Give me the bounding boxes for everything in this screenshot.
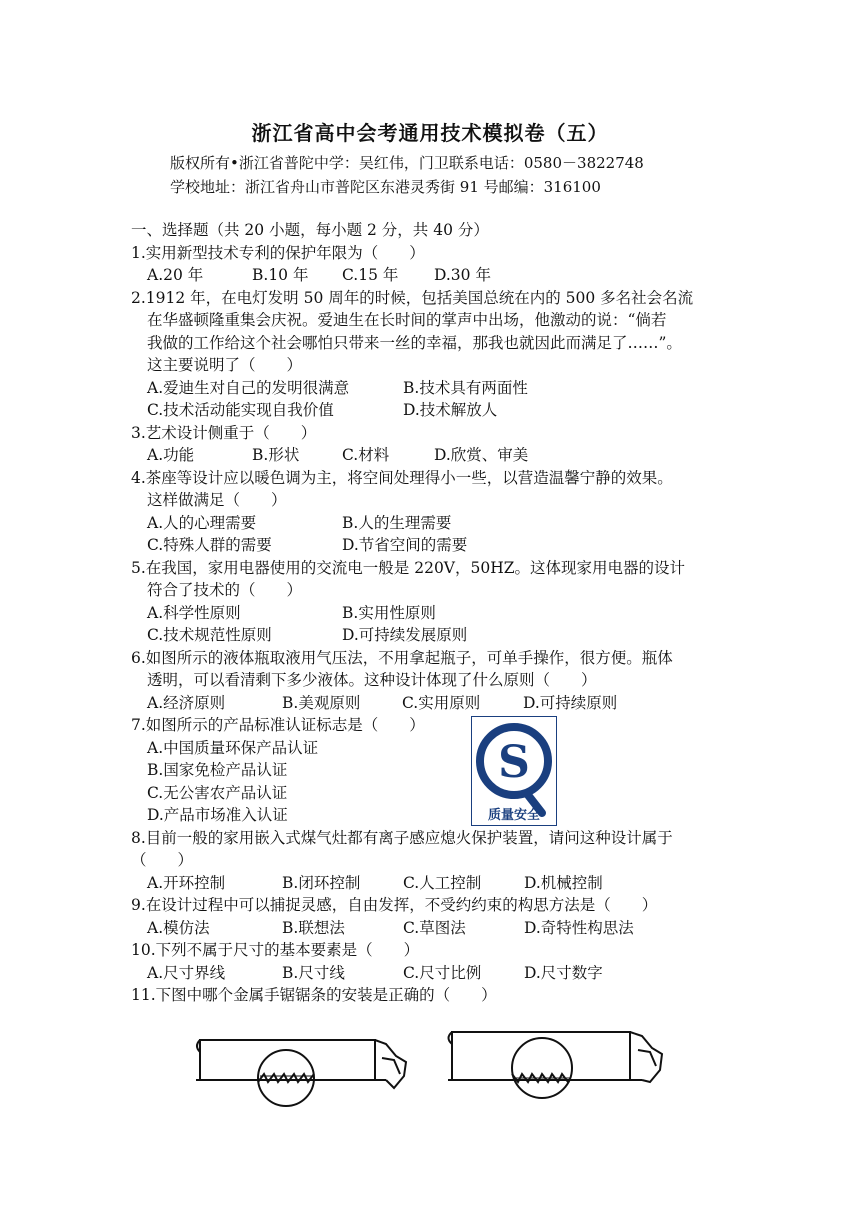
q10-stem: 10.下列不属于尺寸的基本要素是（ ）: [131, 941, 420, 959]
q4-option-a: A.人的心理需要: [147, 513, 257, 532]
question-body: [131, 219, 741, 1007]
q4-option-d: D.节省空间的需要: [342, 536, 468, 554]
q6-option-c: C.实用原则: [402, 693, 481, 712]
q1-option-a: A.20 年: [147, 266, 204, 284]
q1-option-b: B.10 年: [252, 266, 309, 284]
q2-stem-line1: 2.1912 年，在电灯发明 50 周年的时候，包括美国总统在内的 500 多名社会名流: [131, 288, 694, 307]
q1-stem: 1.实用新型技术专利的保护年限为（ ）: [131, 243, 425, 262]
q1-option-d: D.30 年: [434, 266, 491, 284]
q8-option-b: B.闭环控制: [282, 873, 361, 892]
q6-stem-line2: 透明，可以看清剩下多少液体。这种设计体现了什么原则（ ）: [147, 671, 597, 689]
q9-options: [131, 917, 741, 940]
q9-option-d: D.奇特性构思法: [524, 918, 634, 937]
q2-option-c: C.技术活动能实现自我价值: [147, 401, 334, 419]
q3-option-a: A.功能: [147, 446, 195, 464]
q5-option-a: A.科学性原则: [147, 603, 241, 622]
q5-stem-line1: 5.在我国，家用电器使用的交流电一般是 220V，50HZ。这体现家用电器的设计: [131, 558, 686, 577]
q2-stem-line4: 这主要说明了（ ）: [147, 356, 303, 374]
q3-option-d: D.欣赏、审美: [434, 446, 529, 464]
q1-options: [131, 264, 741, 287]
hacksaw-left: [196, 1040, 406, 1106]
q4-options-row2: [131, 534, 741, 557]
q2-stem-line2: 在华盛顿隆重集会庆祝。爱迪生在长时间的掌声中出场，他激动的说：“倘若: [147, 311, 667, 329]
q6-option-d: D.可持续原则: [523, 693, 618, 712]
svg-text:S: S: [498, 737, 530, 788]
q3-option-b: B.形状: [252, 446, 300, 464]
copyright-line: 版权所有•浙江省普陀中学：吴红伟，门卫联系电话：0580－3822748: [170, 154, 644, 172]
q1-option-c: C.15 年: [342, 266, 399, 284]
section-heading: 一、选择题（共 20 小题，每小题 2 分，共 40 分）: [131, 221, 489, 239]
q5-options-row1: [131, 602, 741, 625]
q2-option-a: A.爱迪生对自己的发明很满意: [147, 378, 350, 397]
qs-certification-logo: [471, 716, 557, 826]
q2-stem-line3: 我做的工作给这个社会哪怕只带来一丝的幸福，那我也就因此而满足了……”。: [147, 333, 682, 352]
q8-option-a: A.开环控制: [147, 873, 226, 892]
q8-option-d: D.机械控制: [524, 873, 603, 892]
q9-stem: 9.在设计过程中可以捕捉灵感，自由发挥，不受约约束的构思方法是（ ）: [131, 896, 658, 914]
q8-options: [131, 872, 741, 895]
q5-options-row2: [131, 624, 741, 647]
q7-option-a: A.中国质量环保产品认证: [147, 738, 319, 757]
q7-option-c: C.无公害农产品认证: [147, 783, 288, 802]
q10-options: [131, 962, 741, 985]
q6-option-b: B.美观原则: [282, 693, 361, 712]
q5-option-c: C.技术规范性原则: [147, 626, 272, 644]
q11-stem: 11.下图中哪个金属手锯锯条的安装是正确的（ ）: [131, 986, 497, 1004]
q9-option-b: B.联想法: [282, 918, 345, 937]
q5-option-d: D.可持续发展原则: [342, 626, 468, 644]
q2-option-b: B.技术具有两面性: [403, 378, 528, 397]
q6-option-a: A.经济原则: [147, 693, 226, 712]
q10-option-a: A.尺寸界线: [147, 963, 226, 982]
q2-options-row2: [131, 399, 741, 422]
q2-option-d: D.技术解放人: [403, 401, 498, 419]
q4-stem-line1: 4.茶座等设计应以暖色调为主，将空间处理得小一些，以营造温馨宁静的效果。: [131, 468, 673, 487]
q4-stem-line2: 这样做满足（ ）: [147, 491, 287, 509]
hacksaw-illustration: [190, 1018, 670, 1110]
q9-option-c: C.草图法: [403, 918, 466, 937]
q6-options: [131, 692, 741, 715]
q4-option-c: C.特殊人群的需要: [147, 536, 272, 554]
q3-options: [131, 444, 741, 467]
q5-option-b: B.实用性原则: [342, 603, 436, 622]
q7-option-b: B.国家免检产品认证: [147, 761, 288, 779]
q6-stem-line1: 6.如图所示的液体瓶取液用气压法，不用拿起瓶子，可单手操作，很方便。瓶体: [131, 648, 673, 667]
q7-block: [131, 714, 741, 827]
q3-option-c: C.材料: [342, 446, 390, 464]
q7-stem: 7.如图所示的产品标准认证标志是（ ）: [131, 716, 425, 734]
address-line: 学校地址：浙江省舟山市普陀区东港灵秀街 91 号邮编：316100: [170, 178, 601, 196]
q10-option-d: D.尺寸数字: [524, 963, 603, 982]
exam-title: 浙江省高中会考通用技术模拟卷（五）: [251, 121, 609, 145]
q8-option-c: C.人工控制: [403, 873, 482, 892]
hacksaw-right: [448, 1032, 662, 1098]
q10-option-b: B.尺寸线: [282, 963, 345, 982]
q3-stem: 3.艺术设计侧重于（ ）: [131, 423, 317, 442]
q2-options-row1: [131, 377, 741, 400]
q4-option-b: B.人的生理需要: [342, 513, 452, 532]
q8-stem-line2: （ ）: [131, 851, 194, 869]
q10-option-c: C.尺寸比例: [403, 963, 482, 982]
hacksaw-figures: [190, 1018, 670, 1110]
q8-stem-line1: 8.目前一般的家用嵌入式煤气灶都有离子感应熄火保护装置，请问这种设计属于: [131, 828, 673, 847]
q7-option-d: D.产品市场准入认证: [147, 806, 288, 824]
q4-options-row1: [131, 512, 741, 535]
q9-option-a: A.模仿法: [147, 918, 210, 937]
q5-stem-line2: 符合了技术的（ ）: [147, 581, 303, 599]
qs-logo-caption: 质量安全: [487, 808, 540, 823]
